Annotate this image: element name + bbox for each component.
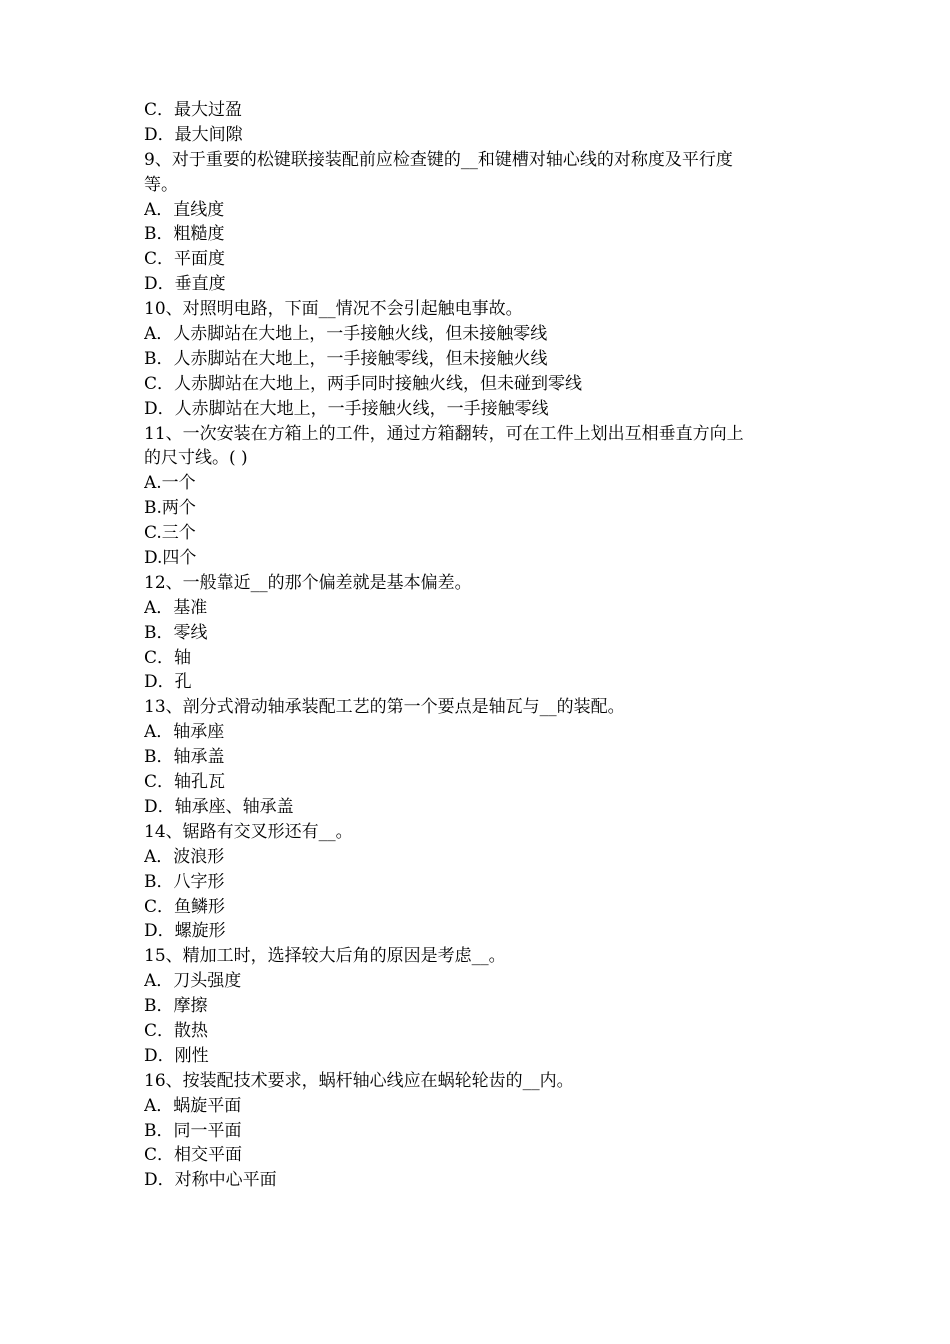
line-question-continuation: 的尺寸线。( ) xyxy=(144,448,248,469)
line-option: B.两个 xyxy=(144,498,196,519)
line-option: A．轴承座 xyxy=(144,722,225,743)
line-option: C．人赤脚站在大地上，两手同时接触火线，但未碰到零线 xyxy=(144,373,583,394)
line-option: A．波浪形 xyxy=(144,846,225,867)
line-option: B．人赤脚站在大地上，一手接触零线，但未接触火线 xyxy=(144,348,548,369)
line-option: B．轴承盖 xyxy=(144,747,225,768)
line-option: D．轴承座、轴承盖 xyxy=(144,796,294,817)
line-option: D．刚性 xyxy=(144,1045,209,1066)
line-question: 11、一次安装在方箱上的工件，通过方箱翻转，可在工件上划出互相垂直方向上 xyxy=(144,423,744,444)
line-option: B．八字形 xyxy=(144,871,225,892)
line-option: A．直线度 xyxy=(144,199,225,220)
line-option: D.四个 xyxy=(144,548,197,569)
line-option: C．散热 xyxy=(144,1020,209,1041)
line-option: D．螺旋形 xyxy=(144,921,226,942)
line-question: 16、按装配技术要求，蜗杆轴心线应在蜗轮轮齿的__内。 xyxy=(144,1070,574,1091)
line-question: 9、对于重要的松键联接装配前应检查键的__和键槽对轴心线的对称度及平行度 xyxy=(144,149,733,170)
line-option: D．人赤脚站在大地上，一手接触火线，一手接触零线 xyxy=(144,398,549,419)
line-question-continuation: 等。 xyxy=(144,174,178,195)
line-option: D．孔 xyxy=(144,672,192,693)
line-option: C．轴 xyxy=(144,647,192,668)
line-question: 10、对照明电路，下面__情况不会引起触电事故。 xyxy=(144,299,523,320)
document-page xyxy=(144,98,814,1193)
line-option: C.三个 xyxy=(144,523,196,544)
line-question: 13、剖分式滑动轴承装配工艺的第一个要点是轴瓦与__的装配。 xyxy=(144,697,625,718)
line-option: B．粗糙度 xyxy=(144,224,225,245)
line-option: B．摩擦 xyxy=(144,996,208,1017)
line-question: 15、精加工时，选择较大后角的原因是考虑__。 xyxy=(144,946,506,967)
line-option: A．基准 xyxy=(144,597,208,618)
line-option: A．刀头强度 xyxy=(144,971,242,992)
line-option: D．垂直度 xyxy=(144,274,226,295)
line-question: 12、一般靠近__的那个偏差就是基本偏差。 xyxy=(144,572,472,593)
line-option: C．最大过盈 xyxy=(144,100,243,120)
line-option: D．最大间隙 xyxy=(144,124,243,145)
line-option: C．相交平面 xyxy=(144,1145,243,1166)
line-option: D．对称中心平面 xyxy=(144,1170,277,1191)
line-option: A．蜗旋平面 xyxy=(144,1095,242,1116)
line-option: C．轴孔瓦 xyxy=(144,772,226,793)
line-option: A．人赤脚站在大地上，一手接触火线，但未接触零线 xyxy=(144,324,548,345)
line-option: B．零线 xyxy=(144,622,208,643)
line-option: C．鱼鳞形 xyxy=(144,896,226,917)
line-question: 14、锯路有交叉形还有__。 xyxy=(144,821,353,842)
line-option: A.一个 xyxy=(144,473,196,494)
line-option: C．平面度 xyxy=(144,249,226,270)
line-option: B．同一平面 xyxy=(144,1120,242,1141)
